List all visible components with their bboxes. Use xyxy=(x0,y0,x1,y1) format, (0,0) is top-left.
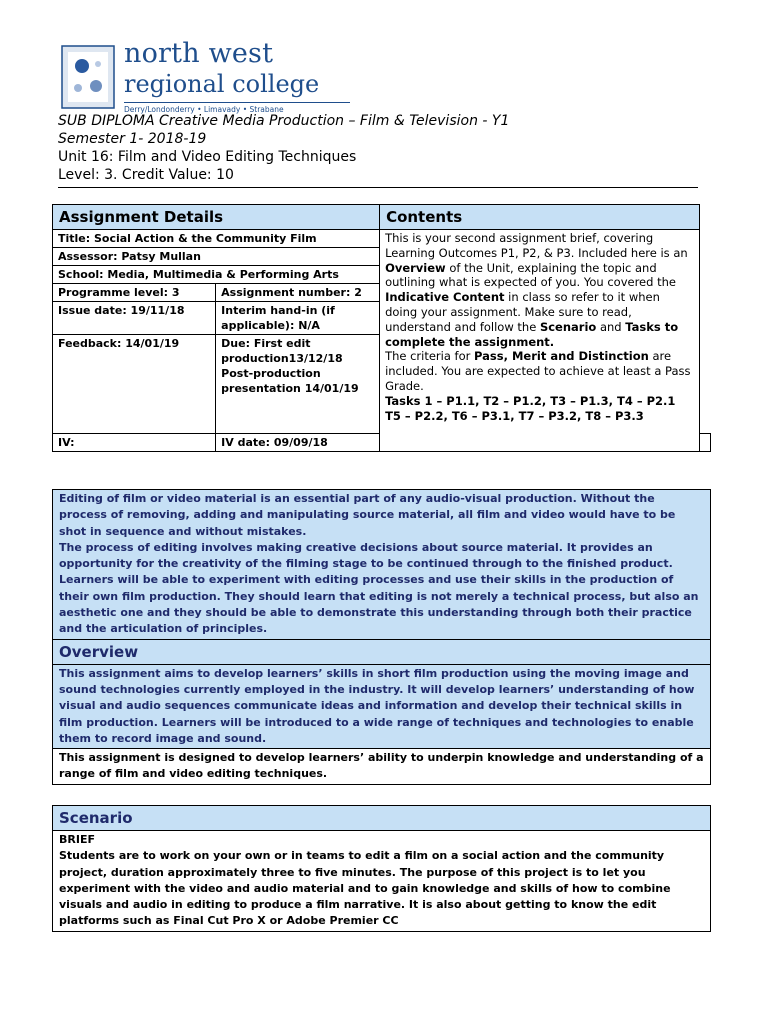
school: School: Media, Multimedia & Performing Arts xyxy=(53,266,380,284)
scenario-table xyxy=(52,805,711,932)
college-logo xyxy=(60,38,320,114)
assignment-details-table xyxy=(52,204,711,452)
logo-name-line1: north west xyxy=(124,38,274,69)
college-logo-mark-icon xyxy=(60,42,118,112)
assignment-number: Assignment number: 2 xyxy=(216,284,380,302)
programme-level: Programme level: 3 xyxy=(53,284,216,302)
overview-heading: Overview xyxy=(53,639,711,664)
overview-purpose: This assignment is designed to develop learners’ ability to underpin knowledge and understanding of a range of film and video editing techniques. xyxy=(53,749,711,785)
semester: Semester 1- 2018-19 xyxy=(58,131,207,147)
due-dates: Due: First edit production13/12/18 Post-production presentation 14/01/19 xyxy=(216,335,380,434)
assignment-details-heading: Assignment Details xyxy=(53,205,380,230)
header-divider xyxy=(58,187,698,188)
iv: IV: xyxy=(53,434,216,452)
assessor: Assessor: Patsy Mullan xyxy=(53,248,380,266)
overview-table xyxy=(52,489,711,785)
contents-body: This is your second assignment brief, covering Learning Outcomes P1, P2, & P3. Included here is an Overview of the Unit, explaining the topic and outlining what is expected of you. You covered the Indicative Content in class so refer to it when doing your assignment. Make sure to read, understand and follow the Scenario and Tasks to complete the assignment. The criteria for Pass, Merit and Distinction are included. You are expected to achieve at least a Pass Grade. Tasks 1 – P1.1, T2 – P1.2, T3 – P1.3, T4 – P2.1 T5 – P2.2, T6 – P3.1, T7 – P3.2, T8 – P3.3 xyxy=(380,230,700,452)
scenario-text: BRIEF Students are to work on your own or in teams to edit a film on a social action and the community project, duration approximately three to five minutes. The purpose of this project is to let you experiment with the video and audio material and to gain knowledge and skills of how to combine visuals and audio in editing to produce a film narrative. It is also about getting to know the edit platforms such as Final Cut Pro X or Adobe Premier CC xyxy=(53,831,711,932)
scenario-heading: Scenario xyxy=(53,806,711,831)
assignment-title: Title: Social Action & the Community Film xyxy=(53,230,380,248)
level-credit: Level: 3. Credit Value: 10 xyxy=(58,167,234,183)
tasks-list-1: Tasks 1 – P1.1, T2 – P1.2, T3 – P1.3, T4 – P2.1 xyxy=(385,393,676,408)
course-title: SUB DIPLOMA Creative Media Production – Film & Television - Y1 xyxy=(58,113,510,129)
logo-campuses: Derry/Londonderry • Limavady • Strabane xyxy=(124,105,284,114)
logo-divider xyxy=(124,102,350,103)
issue-date: Issue date: 19/11/18 xyxy=(53,302,216,335)
overview-text: This assignment aims to develop learners’ skills in short film production using the moving image and sound technologies currently employed in the industry. It will develop learners’ understanding of how visual and audio sequences communicate ideas and information and develop their technical skills in film production. Learners will be introduced to a wide range of techniques and technologies to enable them to record image and sound. xyxy=(53,664,711,748)
feedback-date: Feedback: 14/01/19 xyxy=(53,335,216,434)
intro-text: Editing of film or video material is an essential part of any audio-visual production. Without the process of removing, adding and manipulating source material, all film and video would have to be shot in sequence and without mistakes. The process of editing involves making creative decisions about source material. It provides an opportunity for the creativity of the filming stage to be continued through to the finished product. Learners will be able to experiment with editing processes and use their skills in the production of their own film production. They should learn that editing is not merely a technical process, but also an aesthetic one and they should be able to demonstrate this understanding through both their practice and the articulation of principles. xyxy=(53,490,711,640)
empty-cell xyxy=(700,434,711,452)
contents-heading: Contents xyxy=(380,205,700,230)
tasks-list-2: T5 – P2.2, T6 – P3.1, T7 – P3.2, T8 – P3.3 xyxy=(385,408,644,423)
logo-name-line2: regional college xyxy=(124,70,320,98)
interim-hand-in: Interim hand-in (if applicable): N/A xyxy=(216,302,380,335)
unit-title: Unit 16: Film and Video Editing Techniques xyxy=(58,149,357,165)
brief-label: BRIEF xyxy=(59,833,95,846)
iv-date: IV date: 09/09/18 xyxy=(216,434,380,452)
